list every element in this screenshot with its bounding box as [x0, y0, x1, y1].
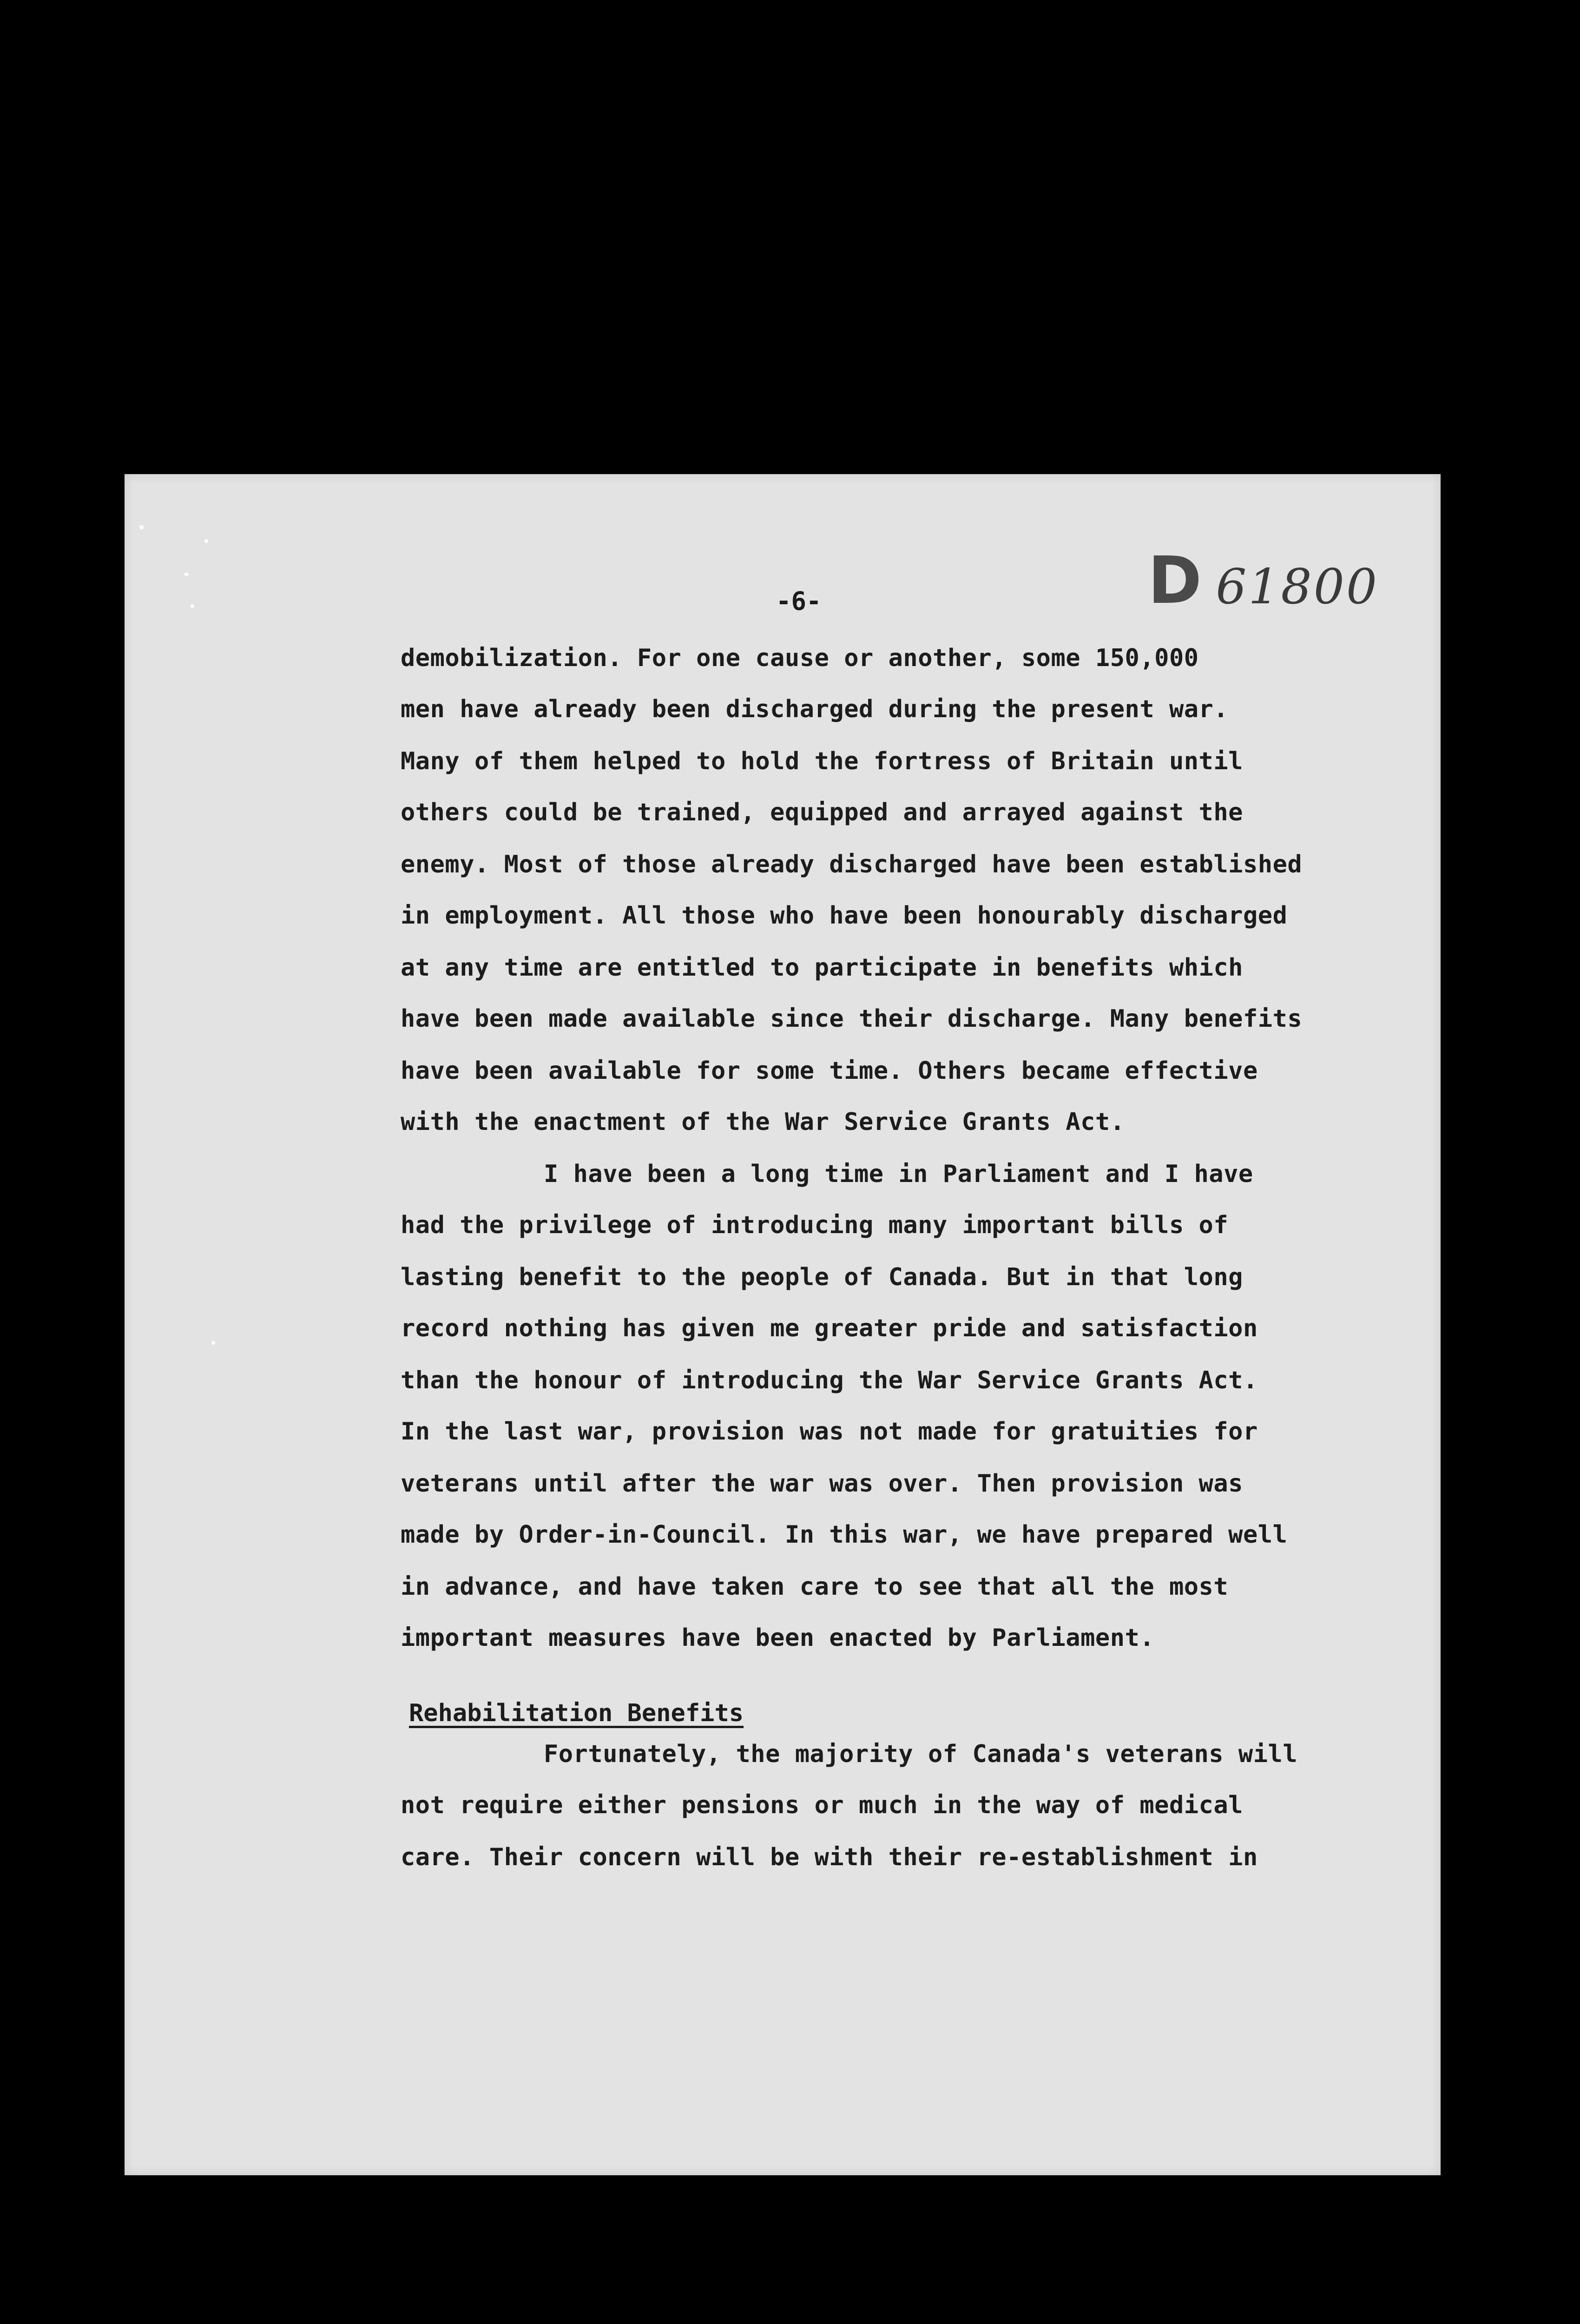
text-line: veterans until after the war was over. Then provision was — [401, 1470, 1243, 1498]
text-line: in advance, and have taken care to see that all the most — [401, 1573, 1229, 1601]
dust-speck — [139, 525, 144, 529]
text-line: enemy. Most of those already discharged have been established — [401, 851, 1303, 878]
dust-speck — [204, 539, 208, 543]
text-line: with the enactment of the War Service Grants Act. — [401, 1108, 1125, 1136]
stamp-letter: D — [1148, 543, 1202, 619]
dust-speck — [191, 604, 194, 608]
text-line: at any time are entitled to participate in benefits which — [401, 954, 1243, 982]
text-line: not require either pensions or much in the way of medical — [401, 1791, 1243, 1819]
text-line: made by Order-in-Council. In this war, we have prepared well — [401, 1521, 1288, 1549]
text-line: in employment. All those who have been honourably discharged — [401, 902, 1288, 930]
text-line: In the last war, provision was not made for gratuities for — [401, 1418, 1258, 1446]
text-line: had the privilege of introducing many important bills of — [401, 1211, 1229, 1239]
text-line: demobilization. For one cause or another, some 150,000 — [401, 644, 1199, 672]
text-line: than the honour of introducing the War Service Grants Act. — [401, 1367, 1258, 1394]
dust-speck — [184, 573, 189, 576]
text-line: I have been a long time in Parliament and I have — [544, 1160, 1253, 1188]
text-line: lasting benefit to the people of Canada. But in that long — [401, 1263, 1243, 1291]
text-line: men have already been discharged during the present war. — [401, 695, 1229, 723]
text-line: Many of them helped to hold the fortress of Britain until — [401, 747, 1243, 775]
text-line: important measures have been enacted by Parliament. — [401, 1624, 1155, 1652]
text-line: others could be trained, equipped and arrayed against the — [401, 799, 1243, 826]
page-number: -6- — [776, 587, 822, 616]
text-line: Fortunately, the majority of Canada's veterans will — [544, 1740, 1298, 1768]
text-line: have been made available since their discharge. Many benefits — [401, 1005, 1303, 1033]
stamp-number: 61800 — [1216, 558, 1379, 615]
text-line: record nothing has given me greater pride and satisfaction — [401, 1314, 1258, 1342]
section-heading: Rehabilitation Benefits — [409, 1699, 744, 1727]
archive-stamp — [1148, 535, 1379, 619]
dust-speck — [211, 1341, 215, 1345]
text-line: have been available for some time. Others became effective — [401, 1057, 1258, 1085]
text-line: care. Their concern will be with their re-establishment in — [401, 1843, 1258, 1871]
